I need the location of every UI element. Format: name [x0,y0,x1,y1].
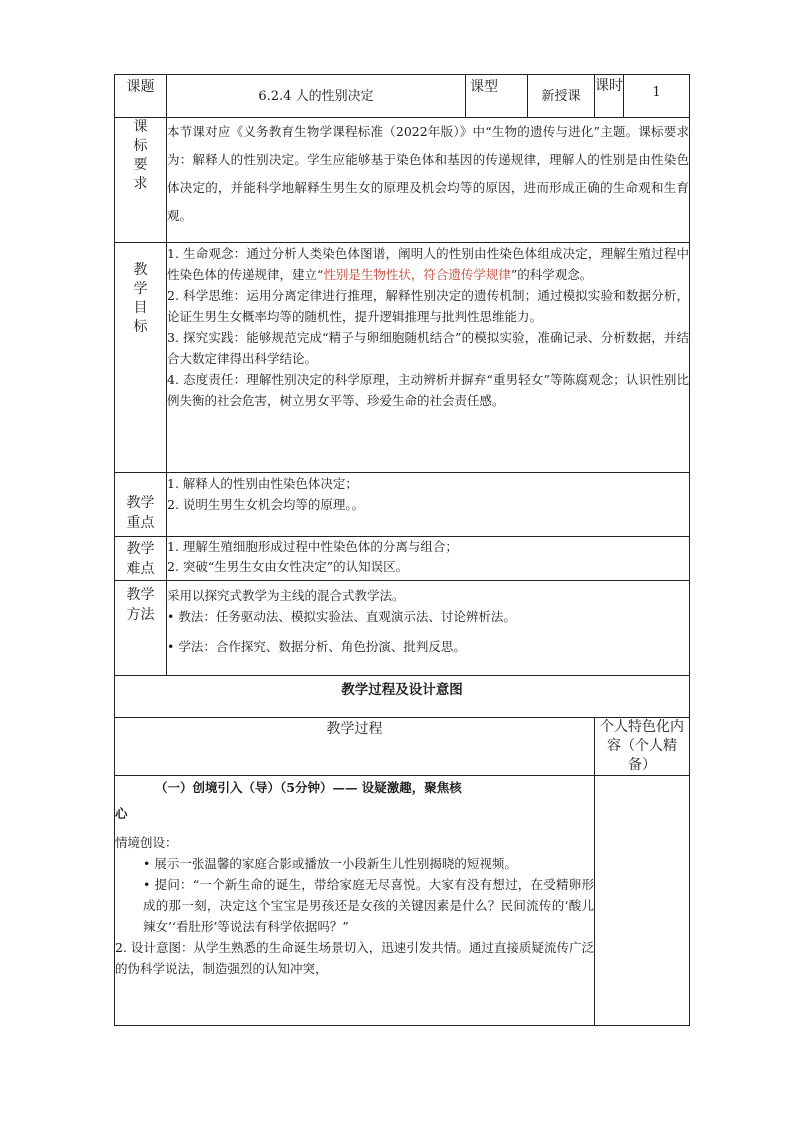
difficulty-1: 1. 理解生殖细胞形成过程中性染色体的分离与组合； [167,539,458,554]
design-intent: 2. 设计意图：从学生熟悉的生命诞生场景切入，迅速引发共情。通过直接质疑流传广泛的伪科学说法，制造强烈的认知冲突， [115,940,594,976]
key-points-row [115,473,690,537]
stage-1-title-end: 心 [115,806,128,821]
highlight-phrase: 性别是生物性状，符合遗传学规律 [323,267,511,282]
section-title: 教学过程及设计意图 [115,676,690,718]
personal-content-cell [595,776,690,1026]
scenario-bullet-2: • 提问：“一个新生命的诞生，带给家庭无尽喜悦。大家有没有想过，在受精卵形成的那一刻，决定这个宝宝是男孩还是女孩的关键因素是什么？民间流传的‘酸儿辣女’‘看肚形’等说法有科学依据吗？” [143,877,594,934]
objective-3: 3. 探究实践：能够规范完成“精子与卵细胞随机结合”的模拟实验，准确记录、分析数据，并结合大数定律得出科学结论。 [167,330,689,366]
process-header-row [115,718,690,776]
key-points-label: 教学 重点 [115,473,167,537]
difficulties-text [167,537,690,581]
key-point-1: 1. 解释人的性别由性染色体决定； [167,476,358,491]
objectives-row [115,243,690,473]
process-column-header: 教学过程 [115,718,595,776]
type-label: 课型 [466,75,528,118]
difficulties-label: 教学 难点 [115,537,167,581]
process-content-row [115,776,690,1026]
methods-learn: • 学法：合作探究、数据分析、角色扮演、批判反思。 [167,639,466,654]
personal-column-header: 个人特色化内容（个人精备） [595,718,690,776]
key-points-text [167,473,690,537]
standards-label: 课标要求 [115,118,167,243]
standards-text: 本节课对应《义务教育生物学课程标准（2022年版）》中“生物的遗传与进化”主题。课标要求为：解释人的性别决定。学生应能够基于染色体和基因的传递规律，理解人的性别是由性染色体决定的，并能科学地解释生男生女的原理及机会均等的原因，进而形成正确的生命观和生育观。 [167,118,690,243]
hours-label: 课时 [595,75,624,118]
topic-label: 课题 [115,75,167,118]
header-row [115,75,690,118]
lesson-plan-table [114,74,690,1026]
standards-row [115,118,690,243]
process-content [115,776,595,1026]
methods-text [167,581,690,676]
topic-value: 6.2.4 人的性别决定 [167,75,466,118]
hours-value: 1 [624,75,690,118]
objective-1: 1. 生命观念：通过分析人类染色体图谱，阐明人的性别由性染色体组成决定，理解生殖过程中性染色体的传递规律，建立“性别是生物性状，符合遗传学规律”的科学观念。 [167,246,689,282]
objective-2: 2. 科学思维：运用分离定律进行推理，解释性别决定的遗传机制；通过模拟实验和数据分析，论证生男生女概率均等的随机性，提升逻辑推理与批判性思维能力。 [167,288,689,324]
stage-1-title: （一）创境引入（导）（5分钟）—— 设疑激趣，聚焦核 [155,780,462,795]
methods-label: 教学 方法 [115,581,167,676]
difficulties-row [115,537,690,581]
section-title-row [115,676,690,718]
objective-4: 4. 态度责任：理解性别决定的科学原理，主动辨析并摒弃“重男轻女”等陈腐观念；认识性别比例失衡的社会危害，树立男女平等、珍爱生命的社会责任感。 [167,372,689,408]
difficulty-2: 2. 突破“生男生女由女性决定”的认知误区。 [167,559,409,574]
methods-row [115,581,690,676]
methods-intro: 采用以探究式教学为主线的混合式教学法。 [167,588,405,603]
methods-teach: • 教法：任务驱动法、模拟实验法、直观演示法、讨论辨析法。 [167,609,516,624]
type-value: 新授课 [528,75,595,118]
objectives-text [167,243,690,473]
scenario-label: 情境创设： [115,835,178,850]
scenario-bullet-1: • 展示一张温馨的家庭合影或播放一小段新生儿性别揭晓的短视频。 [143,856,517,871]
objectives-label: 教学目标 [115,243,167,473]
key-point-2: 2. 说明生男生女机会均等的原理。。 [167,497,365,512]
